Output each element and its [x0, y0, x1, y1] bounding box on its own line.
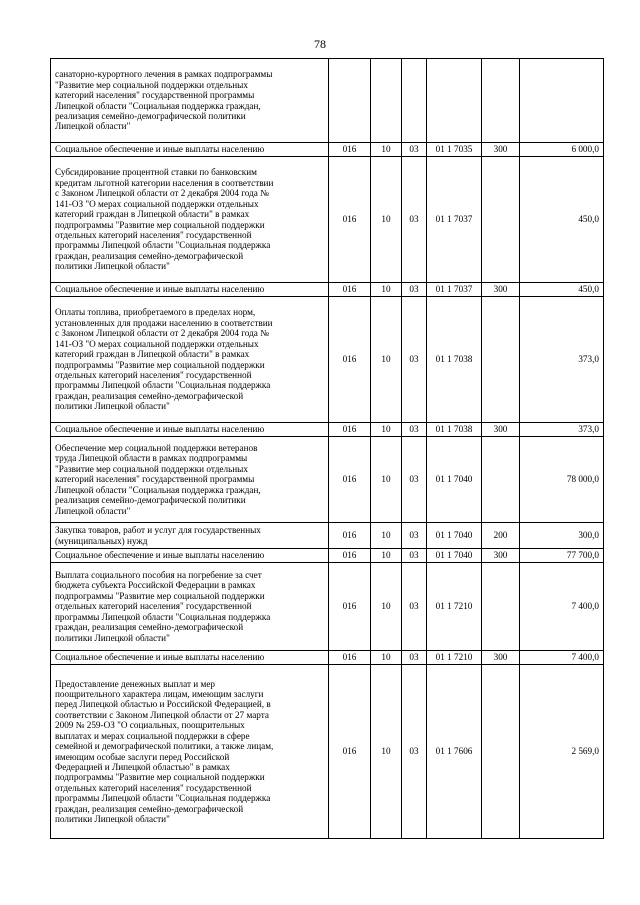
amount-cell: 450,0 — [520, 157, 604, 283]
ministry-code-cell: 016 — [329, 143, 371, 157]
target-item-code-cell: 01 1 7040 — [427, 437, 482, 523]
amount-cell — [520, 59, 604, 143]
target-item-code-cell: 01 1 7040 — [427, 523, 482, 549]
table-row — [51, 563, 604, 651]
table-row — [51, 651, 604, 665]
amount-cell: 300,0 — [520, 523, 604, 549]
row-name-cell: Выплата социального пособия на погребение за счет бюджета субъекта Российской Федерации в рамках подпрограммы "Развитие мер социальной поддержки отдельных категорий населения" государственной программы Липецкой области "Социальная поддержка граждан, реализация семейно-демографической политики Липецкой области" — [51, 563, 329, 651]
amount-cell: 373,0 — [520, 297, 604, 423]
subsection-code-cell — [402, 59, 427, 143]
target-item-code-cell: 01 1 7040 — [427, 549, 482, 563]
row-name-cell: санаторно-курортного лечения в рамках подпрограммы "Развитие мер социальной поддержки отдельных категорий населения" государственной программы Липецкой области "Социальная поддержка граждан, реализация семейно-демографической политики Липецкой области" — [51, 59, 329, 143]
ministry-code-cell: 016 — [329, 423, 371, 437]
ministry-code-cell: 016 — [329, 297, 371, 423]
subsection-code-cell: 03 — [402, 563, 427, 651]
ministry-code-cell: 016 — [329, 651, 371, 665]
page-number: 78 — [314, 37, 326, 51]
table-row — [51, 523, 604, 549]
section-code-cell: 10 — [371, 523, 402, 549]
section-code-cell: 10 — [371, 423, 402, 437]
target-item-code-cell: 01 1 7210 — [427, 651, 482, 665]
row-name-cell: Социальное обеспечение и иные выплаты населению — [51, 423, 329, 437]
amount-cell: 78 000,0 — [520, 437, 604, 523]
expense-type-code-cell — [482, 59, 520, 143]
ministry-code-cell: 016 — [329, 437, 371, 523]
budget-table-body — [51, 59, 604, 839]
amount-cell: 450,0 — [520, 283, 604, 297]
target-item-code-cell: 01 1 7606 — [427, 665, 482, 839]
ministry-code-cell: 016 — [329, 157, 371, 283]
expense-type-code-cell — [482, 437, 520, 523]
amount-cell: 7 400,0 — [520, 651, 604, 665]
expense-type-code-cell — [482, 665, 520, 839]
target-item-code-cell: 01 1 7038 — [427, 297, 482, 423]
amount-cell: 7 400,0 — [520, 563, 604, 651]
section-code-cell: 10 — [371, 651, 402, 665]
row-name-cell: Предоставление денежных выплат и мер поощрительного характера лицам, имеющим заслуги перед Липецкой областью и Российской Федерацией, в соответствии с Законом Липецкой области от 27 марта 2009 № 259-ОЗ "О социальных, поощрительных выплатах и мерах социальной поддержки в сфере семейной и демографической политики, а также лицам, имеющим особые заслуги перед Российской Федерацией и Липецкой областью" в рамках подпрограммы "Развитие мер социальной поддержки отдельных категорий населения" государственной программы Липецкой области "Социальная поддержка граждан, реализация семейно-демографической политики Липецкой области" — [51, 665, 329, 839]
expense-type-code-cell: 300 — [482, 143, 520, 157]
table-row — [51, 423, 604, 437]
table-row — [51, 297, 604, 423]
expense-type-code-cell: 300 — [482, 651, 520, 665]
target-item-code-cell: 01 1 7037 — [427, 283, 482, 297]
row-name-cell: Социальное обеспечение и иные выплаты населению — [51, 143, 329, 157]
section-code-cell: 10 — [371, 549, 402, 563]
section-code-cell — [371, 59, 402, 143]
ministry-code-cell: 016 — [329, 563, 371, 651]
target-item-code-cell: 01 1 7035 — [427, 143, 482, 157]
section-code-cell: 10 — [371, 297, 402, 423]
ministry-code-cell: 016 — [329, 665, 371, 839]
ministry-code-cell: 016 — [329, 549, 371, 563]
target-item-code-cell — [427, 59, 482, 143]
row-name-cell: Закупка товаров, работ и услуг для государственных (муниципальных) нужд — [51, 523, 329, 549]
subsection-code-cell: 03 — [402, 157, 427, 283]
amount-cell: 77 700,0 — [520, 549, 604, 563]
section-code-cell: 10 — [371, 665, 402, 839]
budget-table — [50, 58, 604, 839]
subsection-code-cell: 03 — [402, 523, 427, 549]
table-row — [51, 437, 604, 523]
section-code-cell: 10 — [371, 157, 402, 283]
subsection-code-cell: 03 — [402, 651, 427, 665]
table-row — [51, 157, 604, 283]
table-row — [51, 549, 604, 563]
expense-type-code-cell: 300 — [482, 283, 520, 297]
table-row — [51, 59, 604, 143]
table-row — [51, 143, 604, 157]
table-row — [51, 665, 604, 839]
expense-type-code-cell — [482, 297, 520, 423]
row-name-cell: Социальное обеспечение и иные выплаты населению — [51, 549, 329, 563]
subsection-code-cell: 03 — [402, 283, 427, 297]
expense-type-code-cell — [482, 563, 520, 651]
row-name-cell: Субсидирование процентной ставки по банковским кредитам льготной категории населения в соответствии с Законом Липецкой области от 2 декабря 2004 года № 141-ОЗ "О мерах социальной поддержки отдельных категорий граждан в Липецкой области" в рамках подпрограммы "Развитие мер социальной поддержки отдельных категорий населения" государственной программы Липецкой области "Социальная поддержка граждан, реализация семейно-демографической политики Липецкой области" — [51, 157, 329, 283]
expense-type-code-cell: 300 — [482, 549, 520, 563]
row-name-cell: Социальное обеспечение и иные выплаты населению — [51, 651, 329, 665]
amount-cell: 6 000,0 — [520, 143, 604, 157]
subsection-code-cell: 03 — [402, 665, 427, 839]
section-code-cell: 10 — [371, 143, 402, 157]
ministry-code-cell: 016 — [329, 523, 371, 549]
subsection-code-cell: 03 — [402, 297, 427, 423]
row-name-cell: Социальное обеспечение и иные выплаты населению — [51, 283, 329, 297]
ministry-code-cell — [329, 59, 371, 143]
expense-type-code-cell — [482, 157, 520, 283]
section-code-cell: 10 — [371, 437, 402, 523]
table-row — [51, 283, 604, 297]
expense-type-code-cell: 200 — [482, 523, 520, 549]
expense-type-code-cell: 300 — [482, 423, 520, 437]
subsection-code-cell: 03 — [402, 143, 427, 157]
section-code-cell: 10 — [371, 563, 402, 651]
subsection-code-cell: 03 — [402, 437, 427, 523]
amount-cell: 373,0 — [520, 423, 604, 437]
target-item-code-cell: 01 1 7038 — [427, 423, 482, 437]
amount-cell: 2 569,0 — [520, 665, 604, 839]
subsection-code-cell: 03 — [402, 423, 427, 437]
subsection-code-cell: 03 — [402, 549, 427, 563]
row-name-cell: Обеспечение мер социальной поддержки ветеранов труда Липецкой области в рамках подпрограммы "Развитие мер социальной поддержки отдельных категорий населения" государственной программы Липецкой области "Социальная поддержка граждан, реализация семейно-демографической политики Липецкой области" — [51, 437, 329, 523]
row-name-cell: Оплаты топлива, приобретаемого в пределах норм, установленных для продажи населению в соответствии с Законом Липецкой области от 2 декабря 2004 года № 141-ОЗ "О мерах социальной поддержки отдельных категорий граждан в Липецкой области" в рамках подпрограммы "Развитие мер социальной поддержки отдельных категорий населения" государственной программы Липецкой области "Социальная поддержка граждан, реализация семейно-демографической политики Липецкой области" — [51, 297, 329, 423]
section-code-cell: 10 — [371, 283, 402, 297]
ministry-code-cell: 016 — [329, 283, 371, 297]
target-item-code-cell: 01 1 7037 — [427, 157, 482, 283]
target-item-code-cell: 01 1 7210 — [427, 563, 482, 651]
